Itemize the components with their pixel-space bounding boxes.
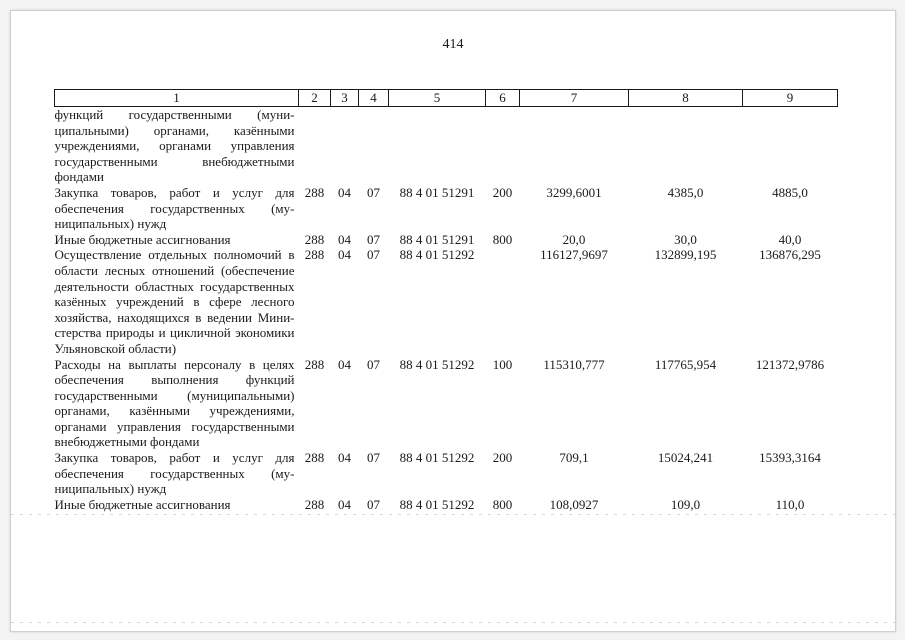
ministry-code: 288: [304, 356, 325, 372]
section-code: 04: [338, 356, 351, 372]
table-row: [55, 247, 838, 356]
subsection-code: 07: [367, 247, 380, 263]
table-row: [55, 497, 838, 513]
subsection-code: [359, 107, 389, 185]
amount-year-2: 4385,0: [667, 184, 704, 200]
table-row: [55, 185, 838, 232]
amount-year-3: 136876,295: [759, 247, 821, 263]
section-code: 04: [338, 231, 351, 247]
column-header: 1: [55, 90, 299, 107]
expense-name: Закупка товаров, работ и услуг для обеспечения государственных (муниципальных) нужд: [54, 184, 295, 232]
ministry-code: 288: [304, 247, 325, 263]
ministry-code: 288: [304, 496, 325, 512]
amount-year-2: 132899,195: [654, 247, 717, 263]
section-code: 04: [338, 184, 351, 200]
amount-year-3: [743, 107, 838, 185]
column-header: 3: [331, 90, 359, 107]
section-code: 04: [338, 247, 351, 263]
expense-type-code: 200: [492, 450, 513, 466]
table-header-row: [55, 90, 838, 107]
subsection-code: 07: [367, 184, 380, 200]
section-code: 04: [338, 496, 351, 512]
scan-artifact-line: [11, 514, 895, 515]
expense-name: Иные бюджетные ассигнования: [54, 496, 231, 512]
ministry-code: 288: [304, 450, 325, 466]
column-header: 8: [629, 90, 743, 107]
expense-type-code: 100: [492, 356, 513, 372]
column-header: 6: [486, 90, 520, 107]
section-code: 04: [338, 450, 351, 466]
amount-year-1: 115310,777: [543, 356, 605, 372]
amount-year-2: 109,0: [670, 496, 701, 512]
budget-table: [54, 89, 838, 512]
amount-year-3: 4885,0: [772, 184, 808, 200]
subsection-code: 07: [367, 356, 380, 372]
page-number: 414: [442, 37, 464, 52]
target-article-code: 88 4 01 51292: [399, 247, 475, 263]
table-row: [55, 357, 838, 451]
column-header: 5: [389, 90, 486, 107]
ministry-code: [299, 107, 331, 185]
amount-year-3: 121372,9786: [755, 356, 825, 372]
subsection-code: 07: [367, 231, 380, 247]
amount-year-1: 116127,9697: [540, 247, 608, 263]
section-code: [331, 107, 359, 185]
expense-name: Расходы на выплаты персоналу в целях обеспечения выполнения функций государственными (муниципальными) органами, казёнными учреждениями, органами управления государственными внебюджетными фондами: [54, 356, 295, 450]
amount-year-2: 117765,954: [654, 356, 717, 372]
amount-year-3: 110,0: [775, 496, 805, 512]
column-header: 7: [520, 90, 629, 107]
expense-type-code: [486, 107, 520, 185]
amount-year-3: 15393,3164: [759, 450, 821, 466]
amount-year-1: 108,0927: [549, 496, 599, 512]
ministry-code: 288: [304, 231, 325, 247]
column-header: 2: [299, 90, 331, 107]
target-article-code: [389, 107, 486, 185]
table-row: [55, 107, 838, 185]
amount-year-2: 30,0: [674, 231, 697, 247]
document-page: [10, 10, 896, 632]
expense-name: Иные бюджетные ассигнования: [54, 231, 231, 247]
target-article-code: 88 4 01 51292: [399, 356, 475, 372]
scan-artifact-line: [11, 622, 895, 623]
column-header: 9: [743, 90, 838, 107]
expense-name: Закупка товаров, работ и услуг для обеспечения государственных (муниципальных) нужд: [54, 450, 295, 497]
amount-year-1: 20,0: [562, 231, 586, 247]
target-article-code: 88 4 01 51292: [399, 450, 475, 466]
expense-type-code: 800: [492, 231, 513, 247]
amount-year-1: 709,1: [559, 450, 589, 466]
target-article-code: 88 4 01 51291: [399, 184, 475, 200]
amount-year-1: 3299,6001: [546, 184, 602, 200]
target-article-code: 88 4 01 51291: [399, 231, 475, 247]
amount-year-2: [629, 107, 743, 185]
subsection-code: 07: [367, 496, 380, 512]
expense-type-code: 800: [492, 496, 513, 512]
amount-year-3: 40,0: [778, 231, 802, 247]
subsection-code: 07: [367, 450, 380, 466]
expense-type-code: 200: [492, 184, 513, 200]
table-row: [55, 450, 838, 497]
expense-name: функций государственными (муниципальными) органами, казёнными учреждениями, органами управления государственными внебюджетными фондами: [54, 107, 295, 185]
target-article-code: 88 4 01 51292: [399, 496, 475, 512]
ministry-code: 288: [304, 184, 325, 200]
amount-year-2: 15024,241: [657, 450, 714, 466]
expense-type-code: [486, 247, 520, 356]
table-row: [55, 232, 838, 248]
column-header: 4: [359, 90, 389, 107]
expense-name: Осуществление отдельных полномочий в области лесных отношений (обеспечение деятельности областных государственных казённых учреждений в сфере лесного хозяйства, находящихся в ведении Министерства природы и цикличной экономики Ульяновской области): [54, 247, 295, 356]
amount-year-1: [520, 107, 629, 185]
